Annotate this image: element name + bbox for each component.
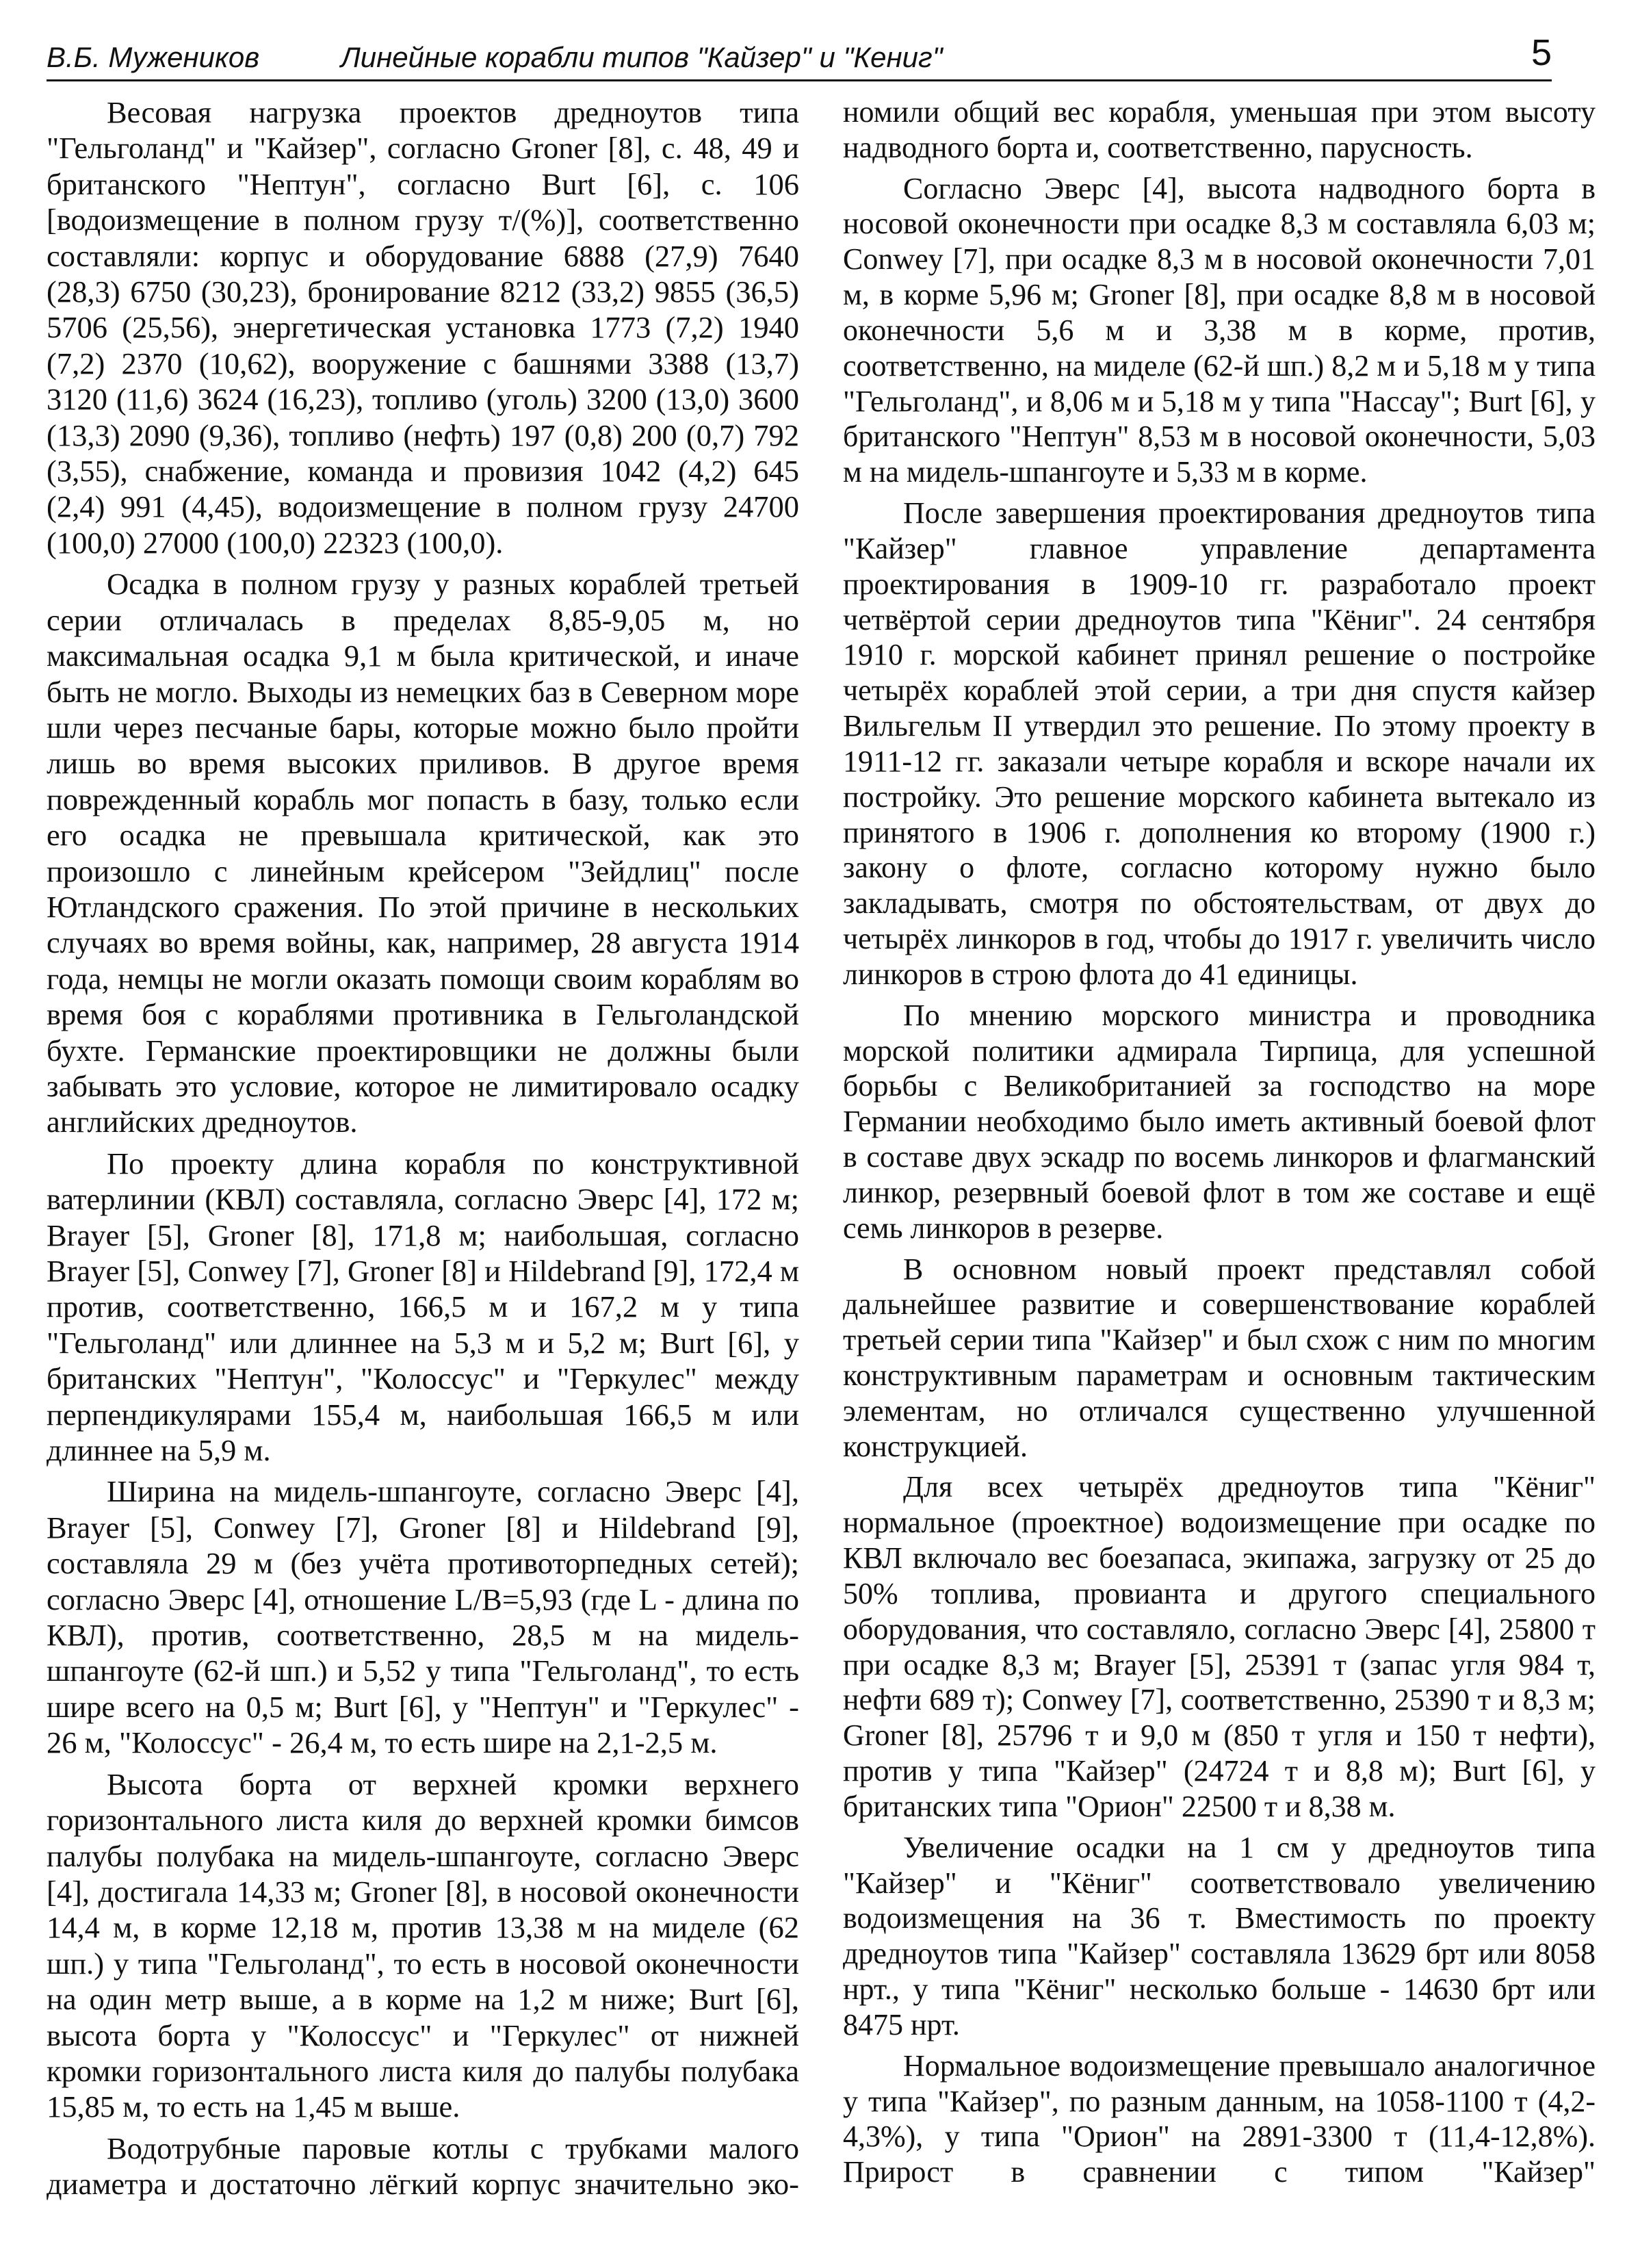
paragraph: Ширина на мидель-шпангоуте, согласно Эверс [4], Brayer [5], Conwey [7], Groner [8] и Hildebrand [9], составляла 29 м (без учёта противоторпедных сетей); согласно Эверс [4], отношение L/B=5,93 (где L - длина по КВЛ), против, соответственно, 28,5 м на мидель-шпангоуте (62-й шп.) и 5,52 у типа "Гельголанд", то есть шире всего на 0,5 м; Burt [6], у "Нептун" и "Геркулес" - 26 м, "Колоссус" - 26,4 м, то есть шире на 2,1-2,5 м. (47, 1474, 799, 1760)
header-title: Линейные корабли типов "Кайзер" и "Кениг" (341, 41, 943, 73)
paragraph: Высота борта от верхней кромки верхнего горизонтального листа киля до верхней кромки бимсов палубы полубака на мидель-шпангоуте, согласно Эверс [4], достигала 14,33 м; Groner [8], в носовой оконечности 14,4 м, в корме 12,18 м, против 13,38 м на миделе (62 шп.) у типа "Гельголанд", то есть в носовой оконечности на один метр выше, а в корме на 1,2 м ниже; Burt [6], высота борта у "Колоссус" и "Геркулес" от нижней кромки горизонтального листа киля до палубы полубака 15,85 м, то есть на 1,45 м выше. (47, 1766, 799, 2124)
paragraph: Увеличение осадки на 1 см у дредноутов типа "Кайзер" и "Кёниг" соответствовало увеличению водоизмещения на 36 т. Вместимость по проекту дредноутов типа "Кайзер" составляла 13629 брт или 8058 нрт., у типа "Кёниг" несколько больше - 14630 брт или 8475 нрт. (843, 1830, 1596, 2041)
paragraph: Нормальное водоизмещение превышало аналогичное у типа "Кайзер", по разным данным, на 1058-1100 т (4,2-4,3%), у типа "Орион" на 2891-3300 т (11,4-12,8%). Прирост в сравнении с типом "Кайзер" (843, 2048, 1596, 2189)
paragraph: По мнению морского министра и проводника морской политики адмирала Тирпица, для успешной борьбы с Великобританией за господство на море Германии необходимо было иметь активный боевой флот в составе двух эскадр по восемь линкоров и флагманский линкор, резервный боевой флот в том же составе и ещё семь линкоров в резерве. (843, 998, 1596, 1245)
header-author: В.Б. Мужеников (47, 41, 260, 73)
paragraph: В основном новый проект представлял собой дальнейшее развитие и совершенствование кораблей третьей серии типа "Кайзер" и был схож с ним по многим конструктивным параметрам и основным тактическим элементам, но отличался существенно улучшенной конструкцией. (843, 1252, 1596, 1463)
paragraph: Согласно Эверс [4], высота надводного борта в носовой оконечности при осадке 8,3 м составляла 6,03 м; Conwey [7], при осадке 8,3 м в носовой оконечности 7,01 м, в корме 5,96 м; Groner [8], при осадке 8,8 м в носовой оконечности 5,6 м и 3,38 м в корме, против, соответственно, на миделе (62-й шп.) 8,2 м и 5,18 м у типа "Гельголанд", и 8,06 м и 5,18 м у типа "Нассау"; Burt [6], у британского "Нептун" 8,53 м в носовой оконечности, 5,03 м на мидель-шпангоуте и 5,33 м в корме. (843, 171, 1596, 489)
running-header (47, 32, 1552, 81)
paragraph: После завершения проектирования дредноутов типа "Кайзер" главное управление департамента проектирования в 1909-10 гг. разработало проект четвёртой серии дредноутов типа "Кёниг". 24 сентября 1910 г. морской кабинет принял решение о постройке четырёх кораблей этой серии, а три дня спустя кайзер Вильгельм II утвердил это решение. По этому проекту в 1911-12 гг. заказали четыре корабля и вскоре начали их постройку. Это решение морского кабинета вытекало из принятого в 1906 г. дополнения ко второму (1900 г.) закону о флоте, согласно которому нужно было закладывать, смотря по обстоятельствам, от двух до четырёх линкоров в год, чтобы до 1917 г. увеличить число линкоров в строю флота до 41 единицы. (843, 496, 1596, 991)
paragraph: По проекту длина корабля по конструктивной ватерлинии (КВЛ) составляла, согласно Эверс [4], 172 м; Brayer [5], Groner [8], 171,8 м; наибольшая, согласно Brayer [5], Conwey [7], Groner [8] и Hildebrand [9], 172,4 м против, соответственно, 166,5 м и 167,2 м у типа "Гельголанд" или длиннее на 5,3 м и 5,2 м; Burt [6], у британских "Нептун", "Колоссус" и "Геркулес" между перпендикулярами 155,4 м, наибольшая 166,5 м или длиннее на 5,9 м. (47, 1146, 799, 1468)
paragraph: Водотрубные паровые котлы с трубками малого диаметра и достаточно лёгкий корпус значительно эко- (47, 2130, 799, 2202)
right-column (843, 94, 1596, 2195)
page-number: 5 (1531, 32, 1552, 73)
paragraph: номили общий вес корабля, уменьшая при этом высоту надводного борта и, соответственно, парусность. (843, 95, 1596, 164)
left-column (47, 94, 799, 2208)
paragraph: Для всех четырёх дредноутов типа "Кёниг" нормальное (проектное) водоизмещение при осадке по КВЛ включало вес боезапаса, экипажа, загрузку от 25 до 50% топлива, провианта и другого специального оборудования, что составляло, согласно Эверс [4], 25800 т при осадке 8,3 м; Brayer [5], 25391 т (запас угля 984 т, нефти 689 т); Conwey [7], соответственно, 25390 т и 8,3 м; Groner [8], 25796 т и 9,0 м (850 т угля и 150 т нефти), против у типа "Кайзер" (24724 т и 8,8 м); Burt [6], у британских типа "Орион" 22500 т и 8,38 м. (843, 1470, 1596, 1823)
paragraph: Весовая нагрузка проектов дредноутов типа "Гельголанд" и "Кайзер", согласно Groner [8], с. 48, 49 и британского "Нептун", согласно Burt [6], с. 106 [водоизмещение в полном грузу т/(%)], соответственно составляли: корпус и оборудование 6888 (27,9) 7640 (28,3) 6750 (30,23), бронирование 8212 (33,2) 9855 (36,5) 5706 (25,56), энергетическая установка 1773 (7,2) 1940 (7,2) 2370 (10,62), вооружение с башнями 3388 (13,7) 3120 (11,6) 3624 (16,23), топливо (уголь) 3200 (13,0) 3600 (13,3) 2090 (9,36), топливо (нефть) 197 (0,8) 200 (0,7) 792 (3,55), снабжение, команда и провизия 1042 (4,2) 645 (2,4) 991 (4,45), водоизмещение в полном грузу 24700 (100,0) 27000 (100,0) 22323 (100,0). (47, 95, 799, 560)
paragraph: Осадка в полном грузу у разных кораблей третьей серии отличалась в пределах 8,85-9,05 м, но максимальная осадка 9,1 м была критической, и иначе быть не могло. Выходы из немецких баз в Северном море шли через песчаные бары, которые можно было пройти лишь во время высоких приливов. В другое время поврежденный корабль мог попасть в базу, только если его осадка не превышала критической, как это произошло с линейным крейсером "Зейдлиц" после Ютландского сражения. По этой причине в нескольких случаях во время войны, как, например, 28 августа 1914 года, немцы не могли оказать помощи своим кораблям во время боя с кораблями противника в Гельголандской бухте. Германские проектировщики не должны были забывать это условие, которое не лимитировало осадку английских дредноутов. (47, 567, 799, 1139)
